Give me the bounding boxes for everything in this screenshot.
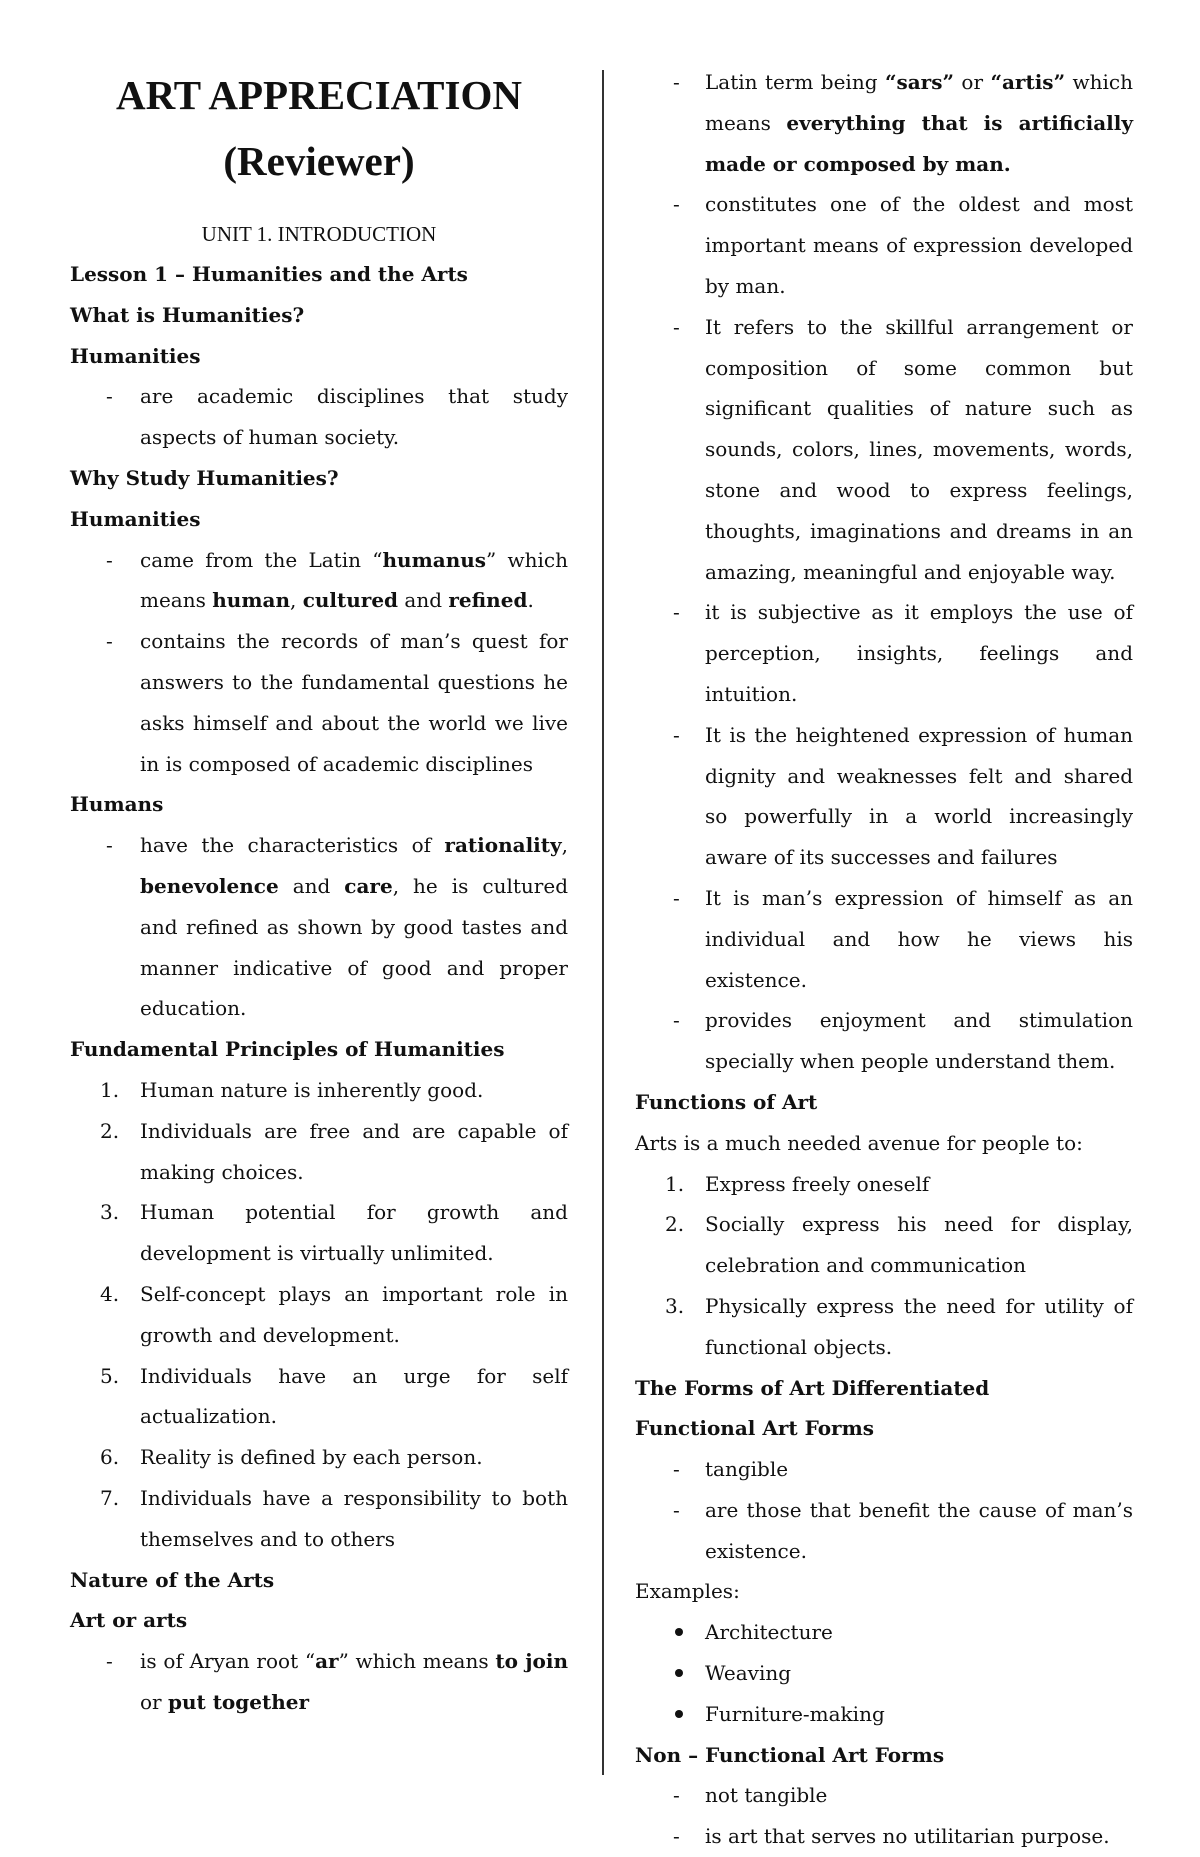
functions-heading: Functions of Art	[635, 1089, 818, 1114]
dash-marker: -	[106, 384, 113, 409]
list-item: - It refers to the skillful arrangement or composition of some common but significant qualities of nature such as sounds, colors, lines, movements, words, stone and wood to express feelings, thoughts, imaginations and dreams in an amazing, meaningful and enjoyable way.	[673, 314, 1133, 584]
list-item: Architecture	[635, 1612, 1133, 1653]
list-item: 4. Self-concept plays an important role in growth and development.	[100, 1281, 568, 1347]
humanities-term: Humanities	[70, 343, 201, 368]
list-item: - not tangible	[673, 1783, 828, 1808]
dash-marker: -	[106, 1649, 113, 1674]
list-item: 5. Individuals have an urge for self actualization.	[100, 1363, 568, 1429]
list-item: 3. Physically express the need for utility of functional objects.	[665, 1293, 1133, 1359]
art-or-arts-term: Art or arts	[70, 1608, 188, 1633]
column-divider	[602, 70, 604, 1775]
principles-list	[70, 1070, 568, 1560]
document-subtitle: (Reviewer)	[223, 138, 415, 184]
list-item: - constitutes one of the oldest and most important means of expression developed by man.	[673, 192, 1133, 298]
list-item: - is art that serves no utilitarian purpose.	[673, 1824, 1110, 1849]
records-of-quest: - contains the records of man’s quest for answers to the fundamental questions he asks himself and about the world we live in is composed of academic disciplines	[70, 621, 568, 784]
document-title: ART APPRECIATION	[116, 72, 522, 118]
list-item: 1. Human nature is inherently good.	[100, 1077, 484, 1102]
bullet-icon	[675, 1669, 683, 1677]
list-item: 2. Socially express his need for display, celebration and communication	[665, 1212, 1133, 1278]
humans-definition: - have the characteristics of rationality, benevolence and care, he is cultured and refined as shown by good tastes and manner indicative of good and proper education.	[70, 825, 568, 1029]
list-item: - It is man’s expression of himself as an individual and how he views his existence.	[673, 885, 1133, 992]
lesson-heading: Lesson 1 – Humanities and the Arts	[70, 262, 468, 286]
dash-marker: -	[106, 629, 113, 654]
what-is-humanities-heading: What is Humanities?	[70, 302, 305, 327]
non-functional-heading: Non – Functional Art Forms	[635, 1742, 945, 1767]
list-item: 7. Individuals have a responsibility to both themselves and to others	[100, 1485, 568, 1551]
unit-heading: UNIT 1. INTRODUCTION	[201, 222, 437, 246]
forms-heading: The Forms of Art Differentiated	[635, 1375, 990, 1400]
humanities-definition: - are academic disciplines that study aspects of human society.	[70, 376, 568, 458]
dash-marker: -	[106, 547, 113, 572]
list-item: 3. Human potential for growth and development is virtually unlimited.	[100, 1200, 568, 1266]
list-item: - are those that benefit the cause of man’s existence.	[673, 1497, 1133, 1563]
left-column	[70, 62, 568, 1723]
list-item: 1. Express freely oneself	[665, 1171, 930, 1196]
humanus-origin: - came from the Latin “humanus” which means human, cultured and refined.	[70, 540, 568, 622]
functions-intro: Arts is a much needed avenue for people to:	[635, 1130, 1083, 1155]
dash-marker: -	[106, 833, 113, 858]
list-item: - tangible	[673, 1457, 789, 1482]
aryan-root: - is of Aryan root “ar” which means to join or put together	[70, 1641, 568, 1723]
list-item: Weaving	[635, 1653, 1133, 1694]
why-study-heading: Why Study Humanities?	[70, 465, 339, 490]
right-column	[635, 62, 1133, 1857]
list-item: - provides enjoyment and stimulation specially when people understand them.	[673, 1008, 1133, 1074]
list-item: Furniture-making	[635, 1694, 1133, 1735]
humanities-term-2: Humanities	[70, 506, 201, 531]
functional-forms-heading: Functional Art Forms	[635, 1416, 875, 1441]
principles-heading: Fundamental Principles of Humanities	[70, 1037, 505, 1062]
list-item: - It is the heightened expression of human dignity and weaknesses felt and shared so powerfully in a world increasingly aware of its successes and failures	[673, 722, 1133, 870]
examples-label: Examples:	[635, 1579, 740, 1604]
dash-marker: -	[673, 70, 680, 94]
bullet-icon	[675, 1628, 683, 1636]
list-item: - it is subjective as it employs the use of perception, insights, feelings and intuition.	[673, 600, 1133, 706]
latin-term: - Latin term being “sars” or “artis” which means everything that is artificially made or composed by man.	[635, 62, 1133, 184]
humans-term: Humans	[70, 792, 164, 817]
list-item: 6. Reality is defined by each person.	[100, 1445, 483, 1470]
bullet-icon	[675, 1710, 683, 1718]
nature-of-arts-heading: Nature of the Arts	[70, 1567, 275, 1592]
list-item: 2. Individuals are free and are capable of making choices.	[100, 1118, 568, 1184]
